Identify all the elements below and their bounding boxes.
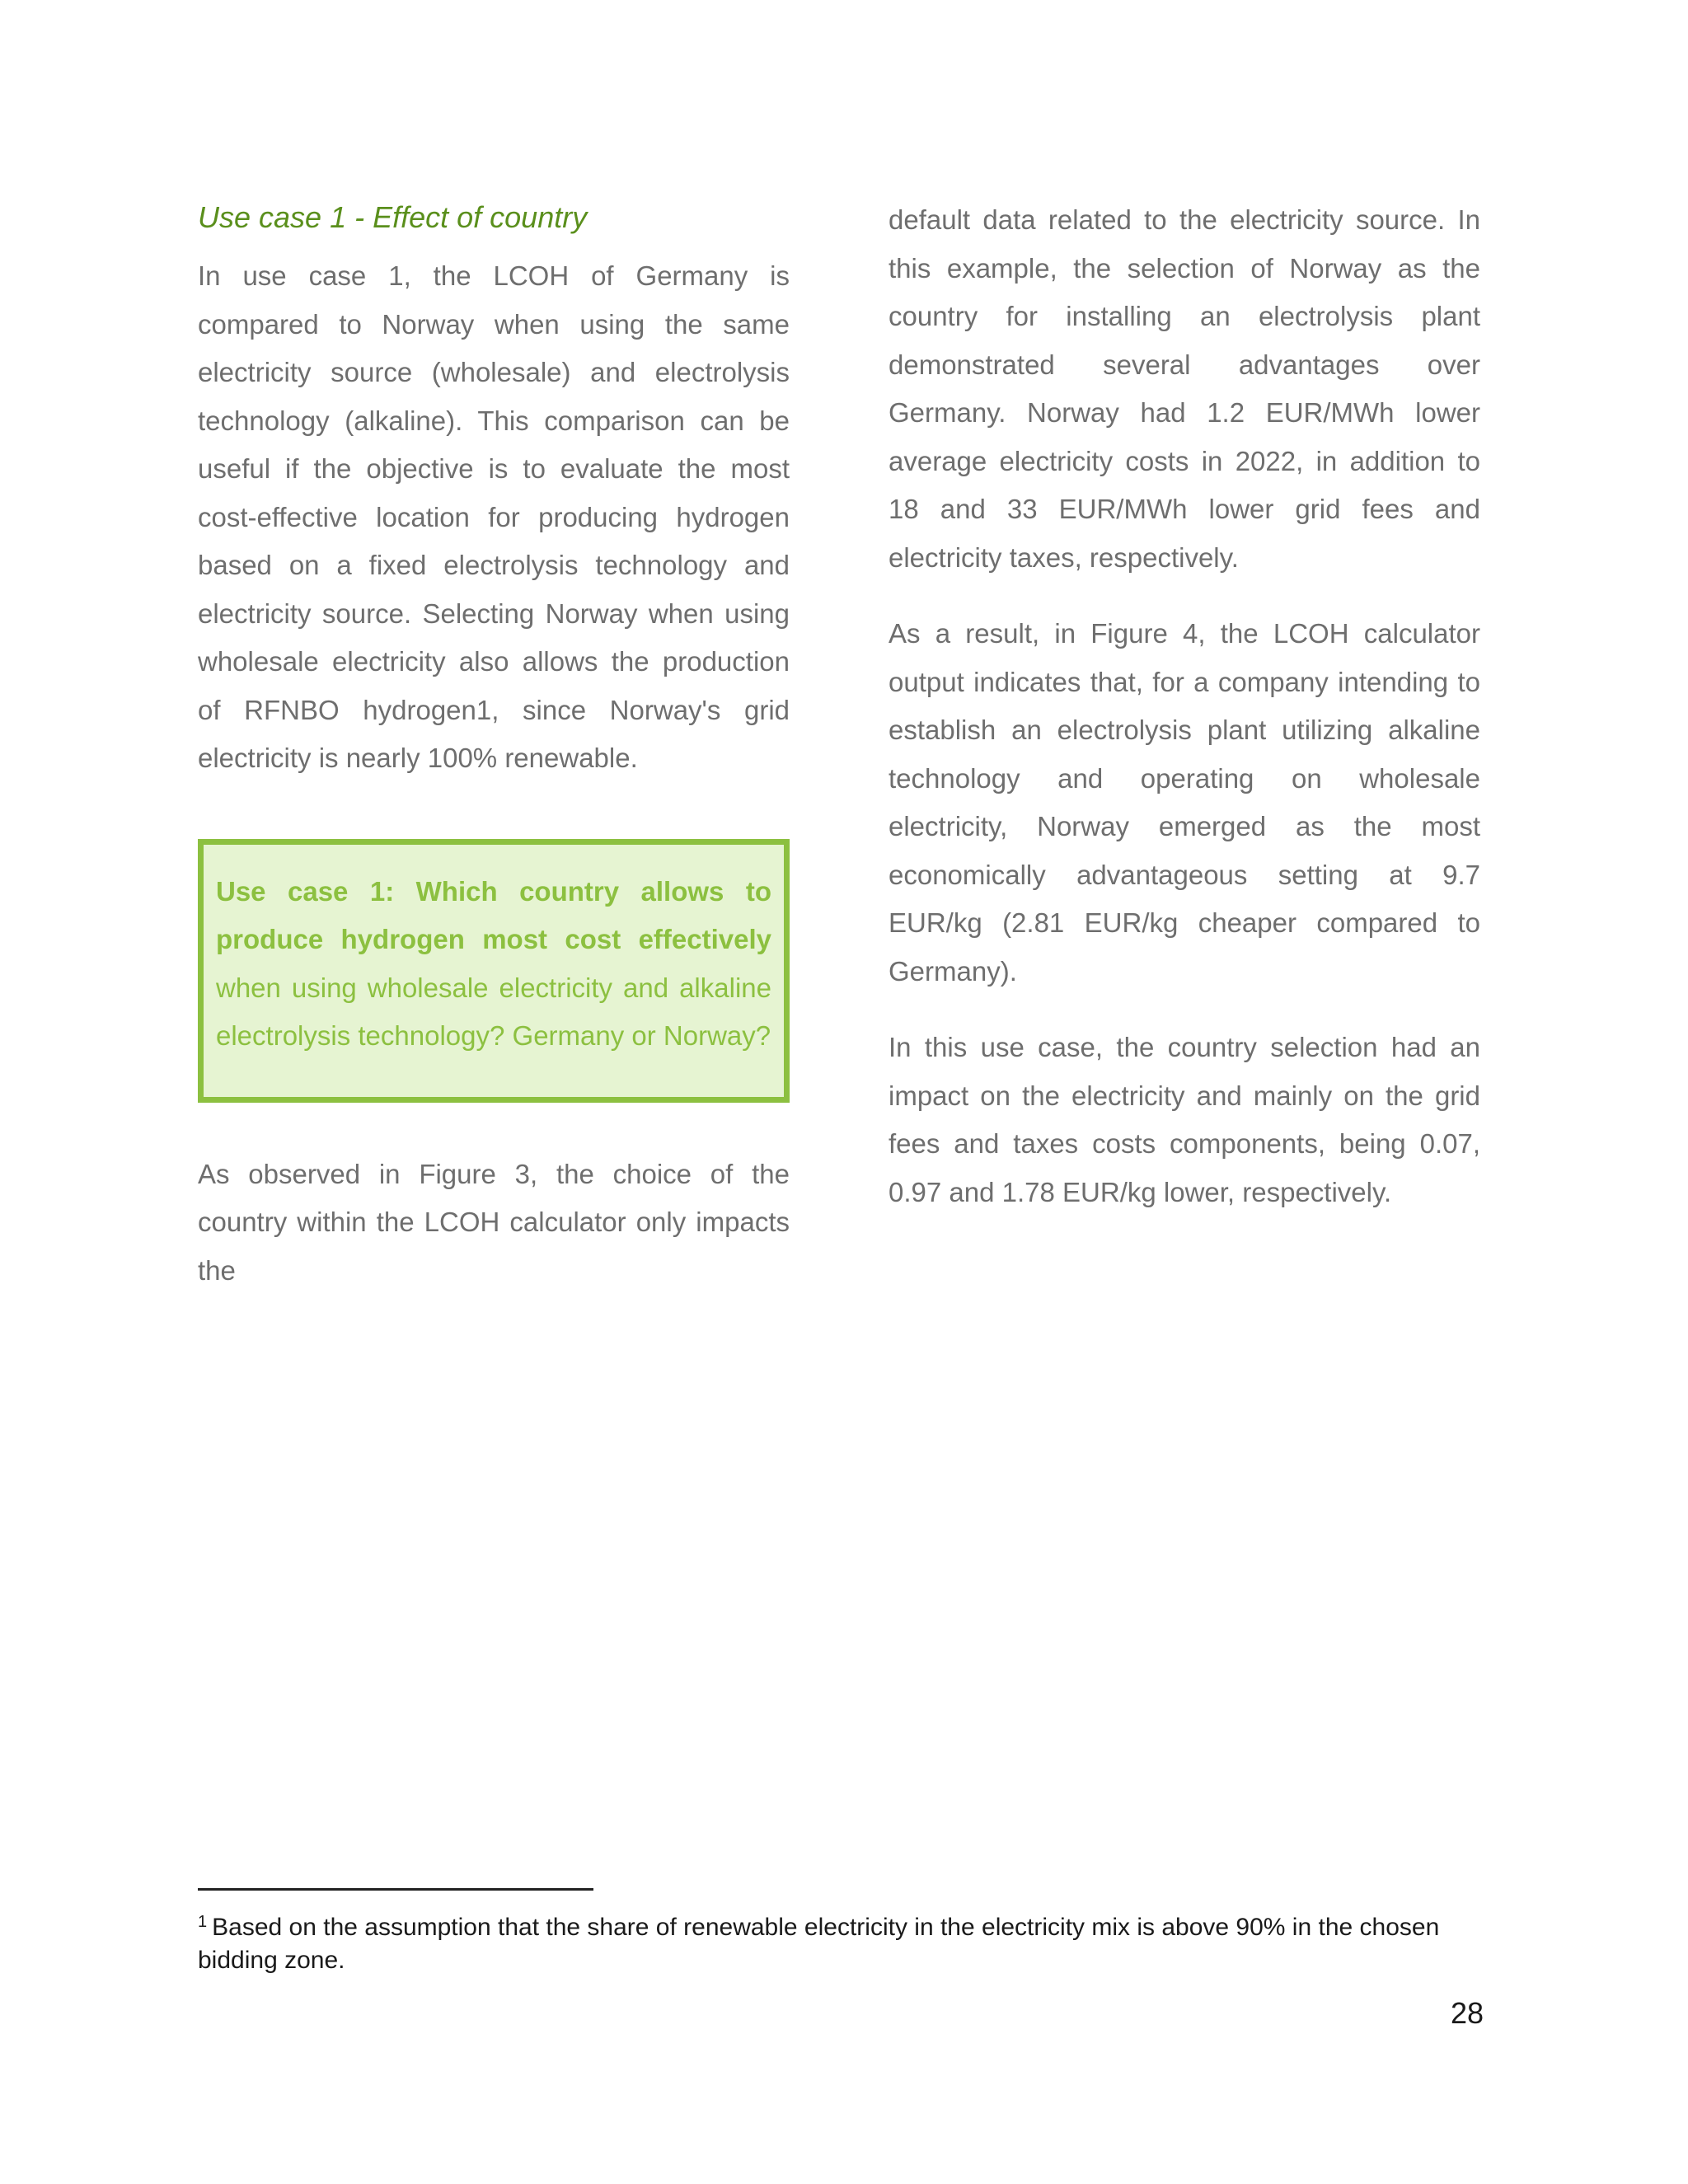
highlight-question-bold: Use case 1: Which country allows to produce hydrogen most cost effectively (216, 875, 771, 954)
intro-paragraph: In use case 1, the LCOH of Germany is compared to Norway when using the same electricity source (wholesale) and electrolysis technology (alkaline). This comparison can be useful if the objective is to evaluate the most cost-effective location for producing hydrogen based on a fixed electrolysis technology and electricity source. Selecting Norway when using wholesale electricity also allows the production of RFNBO hydrogen1, since Norway's grid electricity is nearly 100% renewable. (198, 260, 790, 773)
electricity-source-paragraph: default data related to the electricity source. In this example, the selection of Norway as the country for installing an electrolysis plant demonstrated several advantages over Germany. Norway had 1.2 EUR/MWh lower average electricity costs in 2022, in addition to 18 and 33 EUR/MWh lower grid fees and electricity taxes, respectively. (889, 204, 1480, 573)
footnote-marker: 1 (198, 1913, 208, 1931)
right-column (889, 196, 1480, 1216)
page-number: 28 (1450, 1996, 1484, 2030)
section-heading: Use case 1 - Effect of country (198, 200, 588, 234)
use-case-highlight-box (198, 839, 790, 1103)
footnote (198, 1905, 1484, 1977)
figure-4-result-paragraph: As a result, in Figure 4, the LCOH calculator output indicates that, for a company intending to establish an electrolysis plant utilizing alkaline technology and operating on wholesale electricity, Norway emerged as the most economically advantageous setting at 9.7 EUR/kg (2.81 EUR/kg cheaper compared to Germany). (889, 618, 1480, 987)
left-column (198, 196, 790, 1295)
footnote-separator (198, 1888, 593, 1891)
figure-3-paragraph: As observed in Figure 3, the choice of the country within the LCOH calculator only impacts the (198, 1158, 790, 1286)
cost-impact-paragraph: In this use case, the country selection had an impact on the electricity and mainly on the grid fees and taxes costs components, being 0.07, 0.97 and 1.78 EUR/kg lower, respectively. (889, 1032, 1480, 1207)
footnote-text: Based on the assumption that the share of renewable electricity in the electricity mix is above 90% in the chosen bidding zone. (198, 1914, 1440, 1974)
highlight-question-text: when using wholesale electricity and alkaline electrolysis technology? Germany or Norway? (216, 972, 771, 1051)
